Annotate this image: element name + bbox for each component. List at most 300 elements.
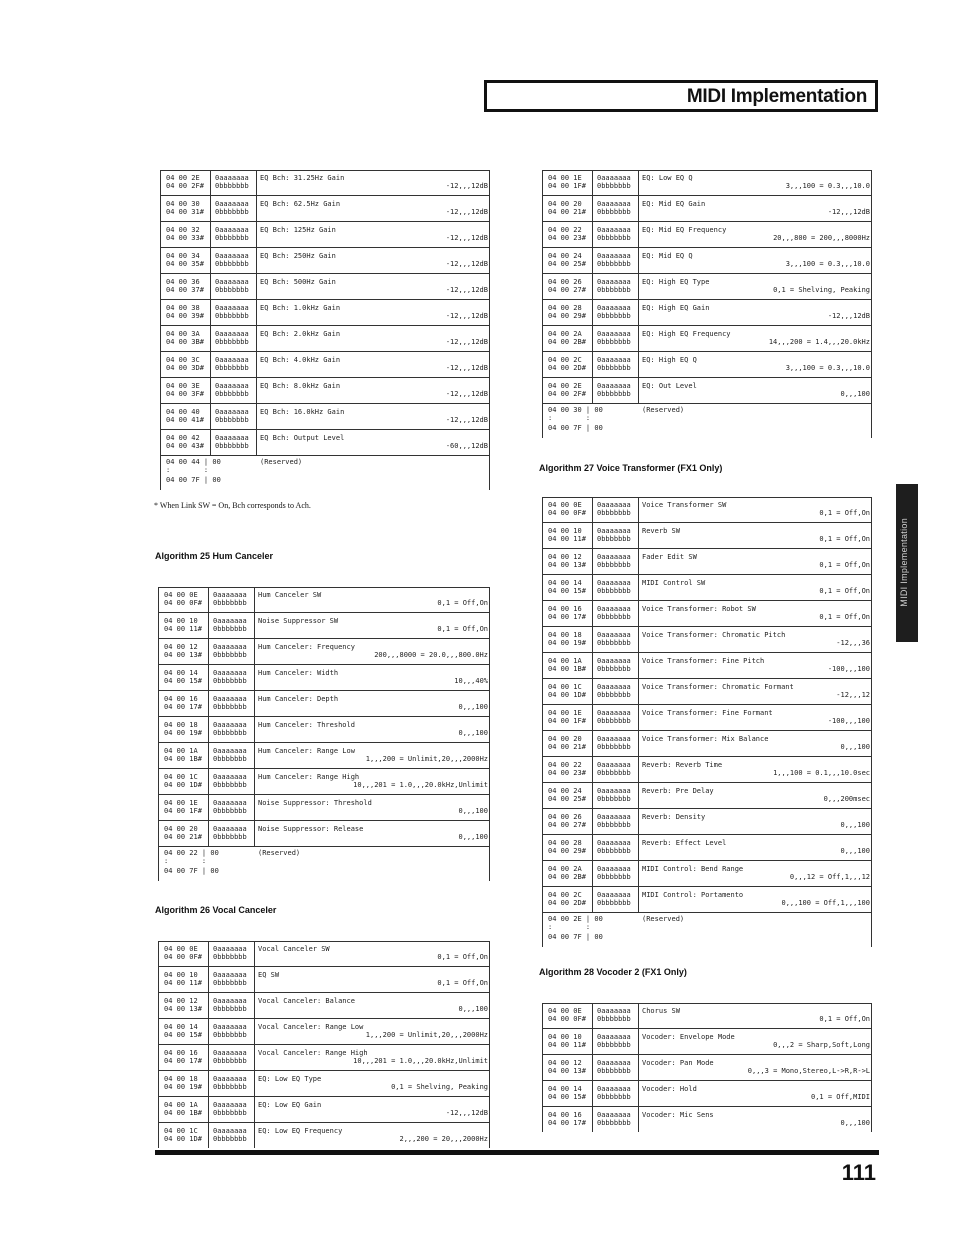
address-cell: 04 00 18 04 00 19# — [164, 721, 202, 737]
description-cell: EQ: Mid EQ Frequency — [642, 226, 727, 234]
table-row — [542, 809, 872, 835]
description-cell: Fader Edit SW — [642, 553, 697, 561]
column-divider — [592, 222, 593, 247]
description-cell: EQ: Out Level — [642, 382, 697, 390]
range-cell: 0,1 = Off,On — [819, 587, 870, 595]
address-cell: 04 00 24 04 00 25# — [548, 252, 586, 268]
description-cell: Hum Canceler SW — [258, 591, 322, 599]
column-divider — [210, 300, 211, 325]
description-cell: MIDI Control: Bend Range — [642, 865, 744, 873]
data-cell: 0aaaaaaa 0bbbbbbb — [597, 200, 631, 216]
column-divider — [592, 783, 593, 808]
address-cell: 04 00 0E 04 00 0F# — [548, 501, 586, 517]
data-cell: 0aaaaaaa 0bbbbbbb — [213, 747, 247, 763]
column-divider — [638, 497, 639, 522]
table-row — [542, 300, 872, 326]
column-divider — [638, 549, 639, 574]
description-cell: EQ Bch: 8.0kHz Gain — [260, 382, 341, 390]
address-cell: 04 00 10 04 00 11# — [164, 971, 202, 987]
column-divider — [638, 627, 639, 652]
address-cell: 04 00 2E 04 00 2F# — [548, 382, 586, 398]
table-row — [160, 274, 490, 300]
footer-rule — [155, 1150, 879, 1155]
range-cell: 0,,,100 — [840, 847, 870, 855]
table-row — [542, 653, 872, 679]
data-cell: 0aaaaaaa 0bbbbbbb — [213, 945, 247, 961]
address-cell: 04 00 42 04 00 43# — [166, 434, 204, 450]
reserved-row — [542, 913, 872, 947]
table-algorithm-25 — [158, 587, 490, 881]
data-cell: 0aaaaaaa 0bbbbbbb — [597, 382, 631, 398]
column-divider — [254, 717, 255, 742]
description-cell: EQ: Mid EQ Q — [642, 252, 693, 260]
column-divider — [208, 691, 209, 716]
continuation-dots: : : — [548, 414, 591, 422]
data-cell: 0aaaaaaa 0bbbbbbb — [597, 709, 631, 725]
data-cell: 0aaaaaaa 0bbbbbbb — [597, 1085, 631, 1101]
table-row — [542, 575, 872, 601]
table-row — [160, 300, 490, 326]
address-cell: 04 00 1A 04 00 1B# — [548, 657, 586, 673]
description-cell: Reverb: Density — [642, 813, 706, 821]
range-cell: 10,,,201 = 1.0,,,20.0kHz,Unlimit — [353, 781, 488, 789]
table-row — [158, 587, 490, 613]
description-cell: Voice Transformer: Robot SW — [642, 605, 756, 613]
column-divider — [210, 430, 211, 455]
table-row — [158, 993, 490, 1019]
column-divider — [208, 821, 209, 846]
table-row — [158, 1071, 490, 1097]
data-cell: 0aaaaaaa 0bbbbbbb — [597, 631, 631, 647]
table-row — [158, 665, 490, 691]
column-divider — [638, 731, 639, 756]
column-divider — [254, 821, 255, 846]
table-row — [160, 352, 490, 378]
address-cell: 04 00 20 04 00 21# — [548, 200, 586, 216]
reserved-label: (Reserved) — [642, 406, 685, 414]
description-cell: MIDI Control: Portamento — [642, 891, 744, 899]
description-cell: EQ: Mid EQ Gain — [642, 200, 706, 208]
data-cell: 0aaaaaaa 0bbbbbbb — [215, 408, 249, 424]
description-cell: Hum Canceler: Range Low — [258, 747, 355, 755]
reserved-label: (Reserved) — [258, 849, 301, 857]
table-row — [158, 1045, 490, 1071]
column-divider — [592, 835, 593, 860]
range-cell: 0,1 = Off,On — [819, 561, 870, 569]
range-cell: 0,,,100 — [458, 807, 488, 815]
table-algorithm-26 — [158, 941, 490, 1148]
table-row — [160, 248, 490, 274]
column-divider — [254, 1045, 255, 1070]
range-cell: -12,,,12dB — [445, 1109, 488, 1117]
description-cell: Hum Canceler: Range High — [258, 773, 360, 781]
address-cell: 04 00 10 04 00 11# — [548, 527, 586, 543]
column-divider — [256, 222, 257, 247]
description-cell: Voice Transformer: Chromatic Pitch — [642, 631, 786, 639]
column-divider — [638, 300, 639, 325]
column-divider — [210, 404, 211, 429]
reserved-label: (Reserved) — [260, 458, 303, 466]
data-cell: 0aaaaaaa 0bbbbbbb — [213, 1049, 247, 1065]
table-row — [158, 821, 490, 847]
column-divider — [256, 378, 257, 403]
data-cell: 0aaaaaaa 0bbbbbbb — [213, 1127, 247, 1143]
description-cell: EQ: Low EQ Q — [642, 174, 693, 182]
reserved-start: 04 00 2E | 00 — [548, 915, 603, 923]
address-cell: 04 00 16 04 00 17# — [164, 695, 202, 711]
column-divider — [638, 274, 639, 299]
column-divider — [638, 861, 639, 886]
table-algorithm-27 — [542, 497, 872, 947]
address-cell: 04 00 28 04 00 29# — [548, 304, 586, 320]
reserved-end: 04 00 7F | 00 — [548, 933, 603, 941]
description-cell: EQ Bch: 250Hz Gain — [260, 252, 336, 260]
address-cell: 04 00 1A 04 00 1B# — [164, 747, 202, 763]
address-cell: 04 00 26 04 00 27# — [548, 813, 586, 829]
reserved-start: 04 00 22 | 00 — [164, 849, 219, 857]
table-row — [542, 549, 872, 575]
table-row — [158, 967, 490, 993]
description-cell: Hum Canceler: Depth — [258, 695, 339, 703]
address-cell: 04 00 12 04 00 13# — [164, 997, 202, 1013]
address-cell: 04 00 14 04 00 15# — [548, 1085, 586, 1101]
data-cell: 0aaaaaaa 0bbbbbbb — [597, 761, 631, 777]
table-row — [160, 222, 490, 248]
table-row — [542, 861, 872, 887]
column-divider — [592, 757, 593, 782]
address-cell: 04 00 12 04 00 13# — [548, 553, 586, 569]
reserved-start: 04 00 30 | 00 — [548, 406, 603, 414]
address-cell: 04 00 1E 04 00 1F# — [548, 709, 586, 725]
column-divider — [208, 1019, 209, 1044]
description-cell: EQ Bch: 4.0kHz Gain — [260, 356, 341, 364]
column-divider — [638, 809, 639, 834]
data-cell: 0aaaaaaa 0bbbbbbb — [597, 174, 631, 190]
column-divider — [256, 248, 257, 273]
range-cell: 10,,,201 = 1.0,,,20.0kHz,Unlimit — [353, 1057, 488, 1065]
column-divider — [210, 196, 211, 221]
table-row — [160, 430, 490, 456]
description-cell: Reverb: Pre Delay — [642, 787, 714, 795]
table-row — [160, 170, 490, 196]
address-cell: 04 00 1A 04 00 1B# — [164, 1101, 202, 1117]
address-cell: 04 00 3A 04 00 3B# — [166, 330, 204, 346]
column-divider — [254, 639, 255, 664]
range-cell: 0,,,2 = Sharp,Soft,Long — [773, 1041, 870, 1049]
column-divider — [592, 679, 593, 704]
table-row — [542, 1003, 872, 1029]
data-cell: 0aaaaaaa 0bbbbbbb — [597, 501, 631, 517]
heading-algorithm-27: Algorithm 27 Voice Transformer (FX1 Only) — [539, 463, 723, 473]
range-cell: 0,,,100 — [840, 390, 870, 398]
range-cell: -12,,,12dB — [445, 364, 488, 372]
description-cell: Reverb: Effect Level — [642, 839, 727, 847]
data-cell: 0aaaaaaa 0bbbbbbb — [215, 356, 249, 372]
range-cell: 0,,,12 = Off,1,,,12 — [789, 873, 870, 881]
reserved-row — [160, 456, 490, 490]
page-title: MIDI Implementation — [686, 86, 867, 107]
column-divider — [592, 196, 593, 221]
range-cell: 0,1 = Shelving, Peaking — [391, 1083, 488, 1091]
table-row — [158, 1019, 490, 1045]
range-cell: 0,,,100 — [840, 821, 870, 829]
description-cell: EQ Bch: 500Hz Gain — [260, 278, 336, 286]
range-cell: -12,,,36 — [836, 639, 870, 647]
column-divider — [208, 665, 209, 690]
column-divider — [638, 653, 639, 678]
address-cell: 04 00 10 04 00 11# — [164, 617, 202, 633]
column-divider — [638, 196, 639, 221]
column-divider — [210, 326, 211, 351]
range-cell: 0,1 = Off,On — [437, 979, 488, 987]
address-cell: 04 00 3E 04 00 3F# — [166, 382, 204, 398]
address-cell: 04 00 26 04 00 27# — [548, 278, 586, 294]
description-cell: EQ SW — [258, 971, 280, 979]
table-row — [542, 222, 872, 248]
table-row — [542, 378, 872, 404]
data-cell: 0aaaaaaa 0bbbbbbb — [213, 591, 247, 607]
data-cell: 0aaaaaaa 0bbbbbbb — [597, 1111, 631, 1127]
table-row — [542, 248, 872, 274]
reserved-label: (Reserved) — [642, 915, 685, 923]
table-eq-bch — [160, 170, 490, 490]
range-cell: -12,,,12dB — [445, 286, 488, 294]
range-cell: -12,,,12dB — [445, 182, 488, 190]
column-divider — [256, 352, 257, 377]
data-cell: 0aaaaaaa 0bbbbbbb — [597, 278, 631, 294]
range-cell: 0,,,200msec — [823, 795, 870, 803]
range-cell: 0,1 = Off,On — [819, 1015, 870, 1023]
address-cell: 04 00 10 04 00 11# — [548, 1033, 586, 1049]
data-cell: 0aaaaaaa 0bbbbbbb — [215, 330, 249, 346]
column-divider — [638, 1055, 639, 1080]
data-cell: 0aaaaaaa 0bbbbbbb — [597, 304, 631, 320]
address-cell: 04 00 0E 04 00 0F# — [548, 1007, 586, 1023]
address-cell: 04 00 36 04 00 37# — [166, 278, 204, 294]
range-cell: 10,,,40% — [454, 677, 488, 685]
table-row — [160, 196, 490, 222]
address-cell: 04 00 3C 04 00 3D# — [166, 356, 204, 372]
continuation-dots: : : — [548, 923, 591, 931]
range-cell: 0,1 = Shelving, Peaking — [773, 286, 870, 294]
column-divider — [254, 967, 255, 992]
side-tab — [896, 484, 918, 642]
range-cell: 0,,,100 — [840, 1119, 870, 1127]
data-cell: 0aaaaaaa 0bbbbbbb — [213, 617, 247, 633]
column-divider — [638, 523, 639, 548]
address-cell: 04 00 24 04 00 25# — [548, 787, 586, 803]
data-cell: 0aaaaaaa 0bbbbbbb — [597, 553, 631, 569]
reserved-row — [158, 847, 490, 881]
description-cell: Voice Transformer: Fine Pitch — [642, 657, 765, 665]
table-row — [542, 705, 872, 731]
column-divider — [210, 378, 211, 403]
reserved-end: 04 00 7F | 00 — [548, 424, 603, 432]
column-divider — [638, 1107, 639, 1132]
table-row — [542, 757, 872, 783]
reserved-end: 04 00 7F | 00 — [164, 867, 219, 875]
column-divider — [208, 1071, 209, 1096]
description-cell: Voice Transformer SW — [642, 501, 727, 509]
address-cell: 04 00 2E 04 00 2F# — [166, 174, 204, 190]
data-cell: 0aaaaaaa 0bbbbbbb — [213, 1075, 247, 1091]
column-divider — [638, 601, 639, 626]
description-cell: EQ Bch: 1.0kHz Gain — [260, 304, 341, 312]
description-cell: EQ Bch: 125Hz Gain — [260, 226, 336, 234]
range-cell: -60,,,12dB — [445, 442, 488, 450]
table-row — [160, 326, 490, 352]
column-divider — [210, 222, 211, 247]
column-divider — [256, 300, 257, 325]
description-cell: Voice Transformer: Fine Formant — [642, 709, 773, 717]
data-cell: 0aaaaaaa 0bbbbbbb — [213, 1023, 247, 1039]
table-row — [542, 679, 872, 705]
description-cell: Vocoder: Pan Mode — [642, 1059, 714, 1067]
table-row — [542, 170, 872, 196]
column-divider — [210, 248, 211, 273]
table-row — [158, 769, 490, 795]
table-row — [542, 1107, 872, 1132]
column-divider — [592, 549, 593, 574]
data-cell: 0aaaaaaa 0bbbbbbb — [597, 527, 631, 543]
column-divider — [638, 705, 639, 730]
data-cell: 0aaaaaaa 0bbbbbbb — [213, 825, 247, 841]
data-cell: 0aaaaaaa 0bbbbbbb — [215, 252, 249, 268]
data-cell: 0aaaaaaa 0bbbbbbb — [213, 971, 247, 987]
column-divider — [592, 1003, 593, 1028]
data-cell: 0aaaaaaa 0bbbbbbb — [213, 643, 247, 659]
table-row — [158, 743, 490, 769]
description-cell: EQ Bch: 2.0kHz Gain — [260, 330, 341, 338]
column-divider — [208, 743, 209, 768]
column-divider — [592, 170, 593, 195]
description-cell: Vocal Canceler: Range Low — [258, 1023, 364, 1031]
data-cell: 0aaaaaaa 0bbbbbbb — [213, 1101, 247, 1117]
range-cell: -12,,,12dB — [445, 338, 488, 346]
range-cell: 0,1 = Off,On — [437, 953, 488, 961]
range-cell: -12,,,12dB — [445, 416, 488, 424]
address-cell: 04 00 12 04 00 13# — [548, 1059, 586, 1075]
column-divider — [592, 378, 593, 403]
range-cell: 3,,,100 = 0.3,,,10.0 — [785, 182, 870, 190]
range-cell: 0,,,100 — [458, 703, 488, 711]
address-cell: 04 00 1C 04 00 1D# — [164, 1127, 202, 1143]
column-divider — [254, 665, 255, 690]
range-cell: 0,1 = Off,On — [819, 613, 870, 621]
column-divider — [254, 941, 255, 966]
range-cell: -12,,,12dB — [445, 390, 488, 398]
address-cell: 04 00 1C 04 00 1D# — [164, 773, 202, 789]
description-cell: Voice Transformer: Chromatic Formant — [642, 683, 794, 691]
address-cell: 04 00 0E 04 00 0F# — [164, 945, 202, 961]
table-row — [158, 1097, 490, 1123]
column-divider — [592, 523, 593, 548]
data-cell: 0aaaaaaa 0bbbbbbb — [213, 799, 247, 815]
column-divider — [254, 1097, 255, 1122]
column-divider — [638, 835, 639, 860]
range-cell: -12,,,12dB — [827, 312, 870, 320]
column-divider — [254, 769, 255, 794]
description-cell: Reverb SW — [642, 527, 680, 535]
range-cell: -12,,,12dB — [445, 234, 488, 242]
table-row — [158, 691, 490, 717]
column-divider — [592, 274, 593, 299]
range-cell: 0,1 = Off,On — [819, 509, 870, 517]
description-cell: Vocoder: Hold — [642, 1085, 697, 1093]
description-cell: Chorus SW — [642, 1007, 680, 1015]
data-cell: 0aaaaaaa 0bbbbbbb — [597, 813, 631, 829]
address-cell: 04 00 18 04 00 19# — [164, 1075, 202, 1091]
column-divider — [208, 613, 209, 638]
range-cell: 1,,,200 = Unlimit,20,,,2000Hz — [365, 755, 488, 763]
address-cell: 04 00 16 04 00 17# — [548, 1111, 586, 1127]
column-divider — [592, 809, 593, 834]
column-divider — [592, 887, 593, 912]
data-cell: 0aaaaaaa 0bbbbbbb — [215, 434, 249, 450]
range-cell: 20,,,800 = 200,,,8000Hz — [773, 234, 870, 242]
address-cell: 04 00 20 04 00 21# — [548, 735, 586, 751]
data-cell: 0aaaaaaa 0bbbbbbb — [213, 669, 247, 685]
column-divider — [208, 639, 209, 664]
column-divider — [254, 1123, 255, 1148]
column-divider — [638, 783, 639, 808]
column-divider — [638, 222, 639, 247]
column-divider — [254, 1019, 255, 1044]
range-cell: 2,,,200 = 20,,,2000Hz — [399, 1135, 488, 1143]
column-divider — [638, 887, 639, 912]
address-cell: 04 00 38 04 00 39# — [166, 304, 204, 320]
reserved-row — [542, 404, 872, 438]
description-cell: Vocal Canceler: Range High — [258, 1049, 368, 1057]
data-cell: 0aaaaaaa 0bbbbbbb — [213, 695, 247, 711]
table-row — [542, 326, 872, 352]
address-cell: 04 00 1C 04 00 1D# — [548, 683, 586, 699]
column-divider — [638, 170, 639, 195]
column-divider — [256, 430, 257, 455]
table-row — [158, 613, 490, 639]
data-cell: 0aaaaaaa 0bbbbbbb — [213, 721, 247, 737]
address-cell: 04 00 22 04 00 23# — [548, 226, 586, 242]
address-cell: 04 00 2C 04 00 2D# — [548, 356, 586, 372]
address-cell: 04 00 0E 04 00 0F# — [164, 591, 202, 607]
description-cell: EQ Bch: Output Level — [260, 434, 345, 442]
data-cell: 0aaaaaaa 0bbbbbbb — [597, 252, 631, 268]
data-cell: 0aaaaaaa 0bbbbbbb — [597, 839, 631, 855]
data-cell: 0aaaaaaa 0bbbbbbb — [213, 997, 247, 1013]
address-cell: 04 00 2C 04 00 2D# — [548, 891, 586, 907]
column-divider — [592, 627, 593, 652]
description-cell: Noise Suppressor SW — [258, 617, 339, 625]
address-cell: 04 00 12 04 00 13# — [164, 643, 202, 659]
data-cell: 0aaaaaaa 0bbbbbbb — [597, 787, 631, 803]
column-divider — [254, 1071, 255, 1096]
range-cell: 0,1 = Off,On — [437, 599, 488, 607]
column-divider — [254, 993, 255, 1018]
heading-algorithm-25: Algorithm 25 Hum Canceler — [155, 551, 274, 561]
data-cell: 0aaaaaaa 0bbbbbbb — [597, 226, 631, 242]
column-divider — [638, 1029, 639, 1054]
range-cell: 0,1 = Off,MIDI — [810, 1093, 870, 1101]
heading-algorithm-26: Algorithm 26 Vocal Canceler — [155, 905, 277, 915]
table-row — [542, 196, 872, 222]
range-cell: 0,,,100 — [458, 729, 488, 737]
data-cell: 0aaaaaaa 0bbbbbbb — [215, 174, 249, 190]
column-divider — [592, 731, 593, 756]
column-divider — [208, 967, 209, 992]
column-divider — [208, 1123, 209, 1148]
table-row — [542, 352, 872, 378]
range-cell: 0,,,100 — [458, 1005, 488, 1013]
